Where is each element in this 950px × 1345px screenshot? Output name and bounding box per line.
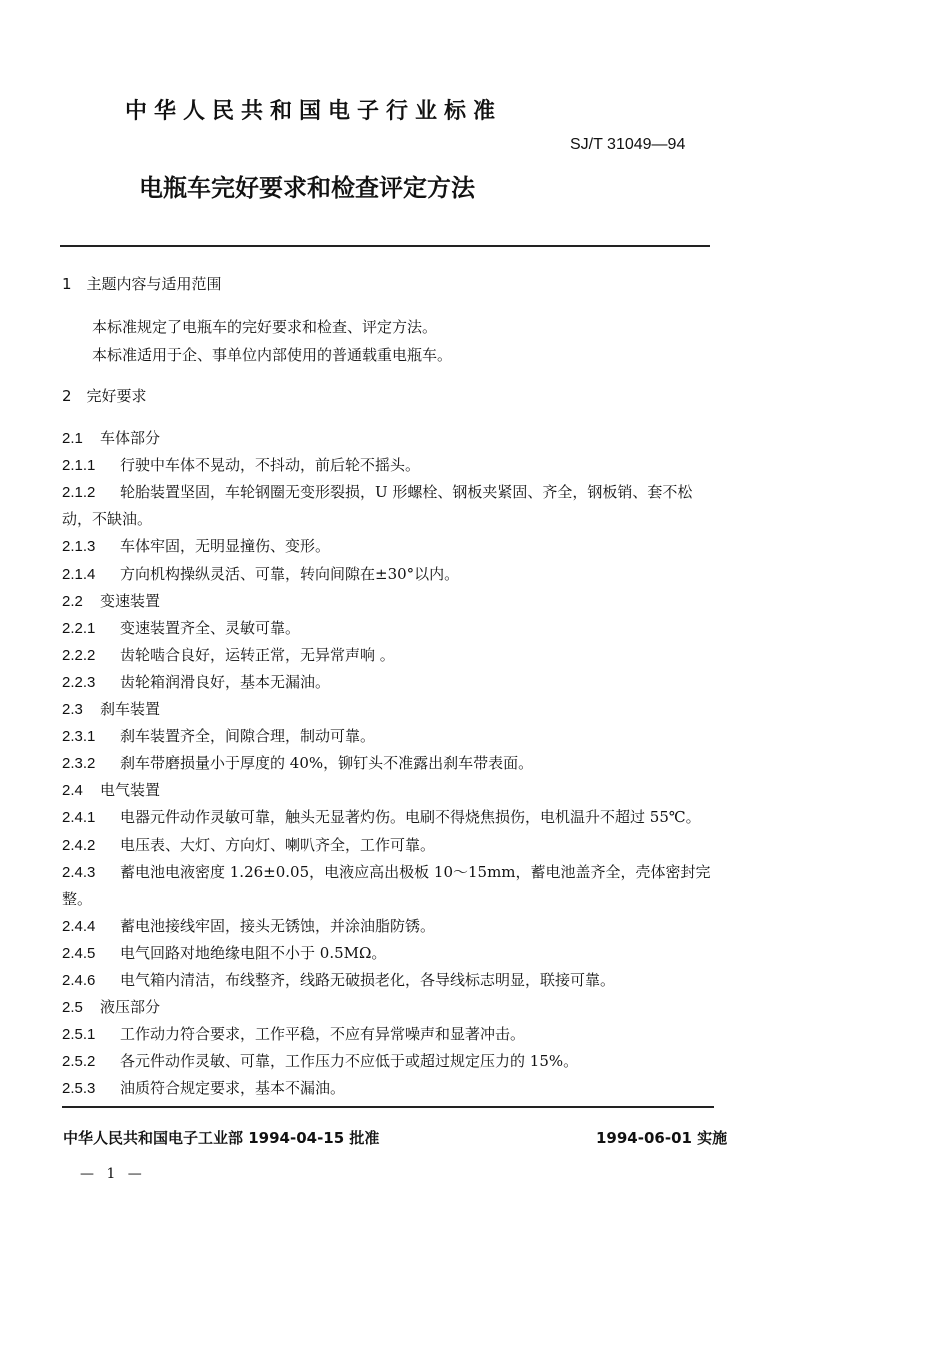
clause-text: 蓄电池电液密度 1.26±0.05，电液应高出极板 10～15mm，蓄电池盖齐全，壳体密封完 — [120, 862, 711, 881]
clause-number: 2.4 — [62, 782, 83, 800]
clause-text: 液压部分 — [100, 998, 161, 1017]
clause-number: 2.4.1 — [62, 809, 96, 827]
clause-number: 2.3.2 — [62, 755, 96, 773]
clause-item — [62, 942, 386, 963]
clause-item — [62, 644, 395, 665]
clause-item — [62, 454, 420, 475]
approval-note: 中华人民共和国电子工业部 1994-04-15 批准 — [63, 1129, 380, 1147]
clause-number: 2.1.1 — [62, 457, 96, 475]
clause-text: 电气箱内清洁，布线整齐，线路无破损老化，各导线标志明显，联接可靠。 — [120, 971, 616, 989]
clause-number: 2.3 — [62, 701, 83, 718]
clause-item — [62, 590, 160, 611]
header-divider — [60, 245, 710, 247]
clause-item — [62, 779, 160, 800]
clause-number: 2.2.1 — [62, 619, 96, 637]
footer-divider — [62, 1106, 714, 1108]
clause-text: 各元件动作灵敏、可靠，工作压力不应低于或超过规定压力的 15%。 — [120, 1052, 579, 1071]
clause-text: 油质符合规定要求，基本不漏油。 — [120, 1079, 346, 1098]
clause-number: 2.2.3 — [62, 673, 96, 691]
clause-text: 刹车装置齐全，间隙合理，制动可靠。 — [120, 727, 376, 746]
clause-item — [62, 698, 160, 719]
clause-item — [62, 1050, 578, 1071]
clause-text: 车体牢固，无明显撞伤、变形。 — [120, 537, 331, 556]
clause-text: 整。 — [62, 889, 93, 908]
clause-item — [62, 725, 375, 746]
clause-text: 轮胎装置坚固，车轮钢圈无变形裂损，U 形螺栓、钢板夹紧固、齐全，钢板销、套不松 — [120, 483, 693, 502]
clause-item — [62, 996, 160, 1017]
clause-item — [62, 861, 711, 882]
clause-number: 2.4.2 — [62, 836, 96, 854]
clause-item — [62, 915, 435, 936]
clause-number: 2.5.2 — [62, 1053, 96, 1071]
clause-number: 2.1 — [62, 430, 83, 447]
section-1-paragraph: 本标准规定了电瓶车的完好要求和检查、评定方法。 — [92, 318, 438, 336]
clause-text: 齿轮箱润滑良好，基本无漏油。 — [120, 672, 331, 691]
clause-item — [62, 671, 330, 692]
clause-item — [62, 834, 435, 855]
clause-number: 2.2.2 — [62, 646, 96, 664]
clause-number: 2.4.3 — [62, 863, 96, 881]
section-2-heading: 2 完好要求 — [62, 387, 147, 405]
clause-item — [62, 481, 692, 502]
implementation-date: 1994-06-01 实施 — [596, 1129, 728, 1147]
clause-item — [62, 617, 300, 638]
clause-text: 行驶中车体不晃动，不抖动，前后轮不摇头。 — [120, 456, 421, 475]
clause-item — [62, 563, 459, 584]
clause-item — [62, 535, 330, 556]
clause-text: 刹车装置 — [100, 700, 161, 718]
clause-text: 电器元件动作灵敏可靠，触头无显著灼伤。电刷不得烧焦损伤，电机温升不超过 55℃。 — [120, 808, 701, 827]
clause-continuation — [62, 508, 152, 529]
clause-text: 电气回路对地绝缘电阻不小于 0.5MΩ。 — [120, 943, 387, 962]
clause-number: 2.5.3 — [62, 1080, 96, 1098]
clause-item — [62, 427, 160, 448]
section-1-heading: 1 主题内容与适用范围 — [62, 275, 222, 293]
clause-item — [62, 806, 701, 827]
clause-number: 2.3.1 — [62, 728, 96, 746]
clause-text: 车体部分 — [100, 429, 161, 447]
section-1-paragraph: 本标准适用于企、事单位内部使用的普通载重电瓶车。 — [92, 346, 453, 364]
clause-text: 方向机构操纵灵活、可靠，转向间隙在±30°以内。 — [120, 564, 460, 583]
clause-text: 动，不缺油。 — [62, 510, 153, 529]
clause-item — [62, 1077, 345, 1098]
clause-continuation — [62, 888, 92, 909]
clause-number: 2.4.5 — [62, 944, 96, 962]
clause-number: 2.1.4 — [62, 565, 96, 583]
clause-number: 2.4.4 — [62, 917, 96, 935]
standard-number: SJ/T 31049—94 — [570, 136, 686, 153]
clause-text: 变速装置 — [100, 591, 161, 610]
clause-text: 齿轮啮合良好，运转正常，无异常声响 。 — [120, 645, 395, 664]
clause-item — [62, 752, 533, 773]
clause-text: 变速装置齐全、灵敏可靠。 — [120, 618, 301, 637]
clause-number: 2.2 — [62, 592, 83, 610]
clause-item — [62, 969, 615, 990]
page-number: — 1 — — [80, 1166, 146, 1182]
clause-number: 2.5 — [62, 999, 83, 1017]
clause-item — [62, 1023, 525, 1044]
clause-number: 2.1.2 — [62, 484, 96, 502]
clause-number: 2.1.3 — [62, 538, 96, 556]
clause-text: 刹车带磨损量小于厚度的 40%，铆钉头不准露出刹车带表面。 — [120, 754, 534, 773]
clause-text: 蓄电池接线牢固，接头无锈蚀，并涂油脂防锈。 — [120, 916, 436, 935]
org-title: 中华人民共和国电子行业标准 — [125, 99, 503, 124]
clause-text: 工作动力符合要求，工作平稳，不应有异常噪声和显著冲击。 — [120, 1025, 526, 1044]
clause-text: 电压表、大灯、方向灯、喇叭齐全，工作可靠。 — [120, 835, 436, 854]
document-title: 电瓶车完好要求和检查评定方法 — [139, 174, 475, 202]
clause-text: 电气装置 — [100, 781, 161, 800]
clause-number: 2.5.1 — [62, 1026, 96, 1044]
clause-number: 2.4.6 — [62, 972, 96, 989]
